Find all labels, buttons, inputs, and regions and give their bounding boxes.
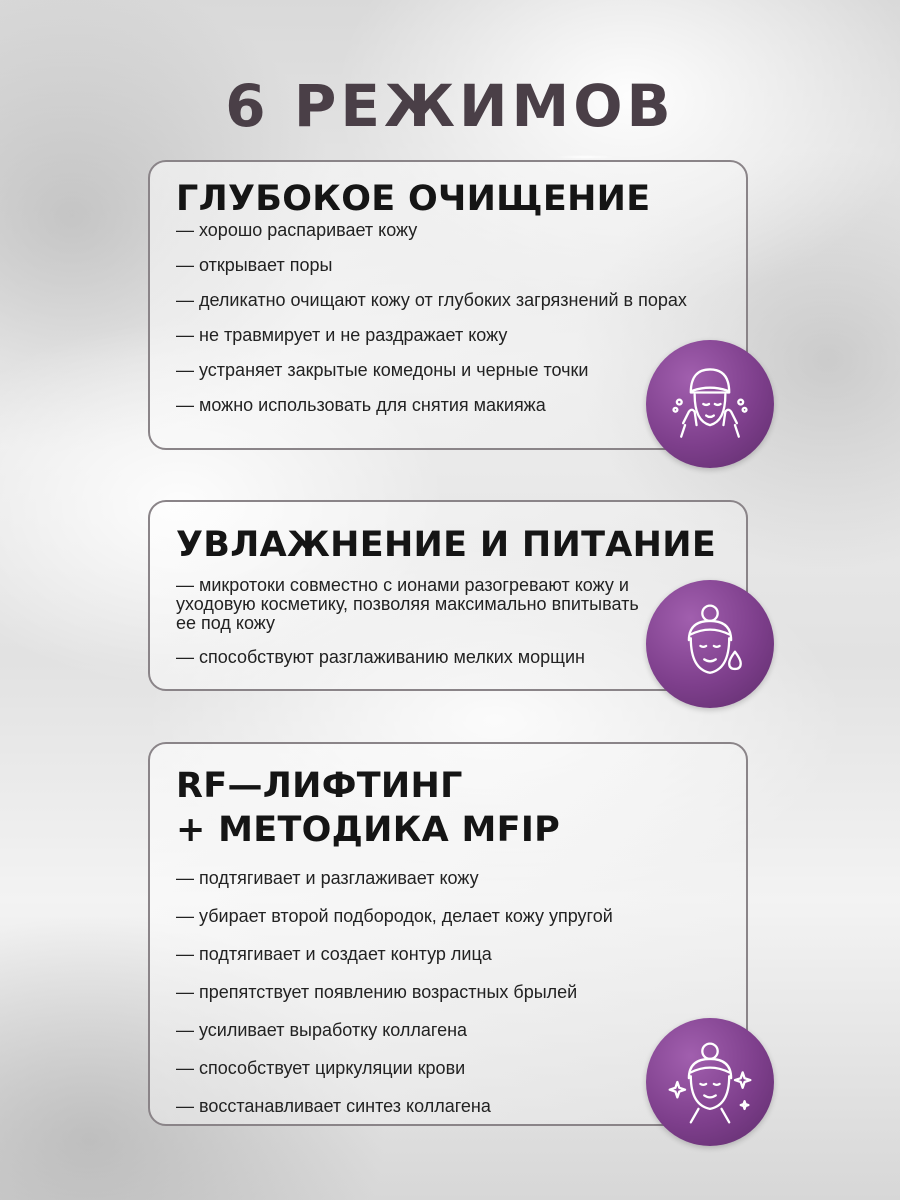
face-sparkles-icon	[646, 1018, 774, 1146]
list-item: — хорошо распаривает кожу	[176, 220, 418, 240]
list-item: — убирает второй подбородок, делает кожу упругой	[176, 906, 613, 926]
list-item: — способствует циркуляции крови	[176, 1058, 466, 1078]
feature-list	[176, 220, 720, 415]
list-item: — не травмирует и не раздражает кожу	[176, 325, 508, 345]
list-item: — микротоки совместно с ионами разогревают кожу и уходовую косметику, позволяя максимально впитывать ее под кожу	[176, 575, 639, 633]
list-item: — усиливает выработку коллагена	[176, 1020, 468, 1040]
list-item: — препятствует появлению возрастных брылей	[176, 982, 578, 1002]
card-title: RF—ЛИФТИНГ + МЕТОДИКА MFIP	[176, 766, 561, 850]
list-item: — устраняет закрытые комедоны и черные точки	[176, 360, 589, 380]
feature-list	[176, 576, 720, 667]
page-title: 6 РЕЖИМОВ	[225, 72, 675, 140]
list-item: — способствуют разглаживанию мелких морщин	[176, 647, 585, 667]
list-item: — восстанавливает синтез коллагена	[176, 1096, 491, 1116]
list-item: — можно использовать для снятия макияжа	[176, 395, 546, 415]
list-item: — деликатно очищают кожу от глубоких загрязнений в порах	[176, 290, 687, 310]
list-item: — подтягивает и создает контур лица	[176, 944, 492, 964]
card-title: УВЛАЖНЕНИЕ И ПИТАНИЕ	[176, 525, 717, 565]
card-title: ГЛУБОКОЕ ОЧИЩЕНИЕ	[176, 179, 651, 219]
sparkle-decoration	[555, 155, 615, 159]
feature-list	[176, 868, 720, 1116]
list-item: — подтягивает и разглаживает кожу	[176, 868, 479, 888]
face-cleansing-icon	[646, 340, 774, 468]
list-item: — открывает поры	[176, 255, 333, 275]
face-moisture-drop-icon	[646, 580, 774, 708]
